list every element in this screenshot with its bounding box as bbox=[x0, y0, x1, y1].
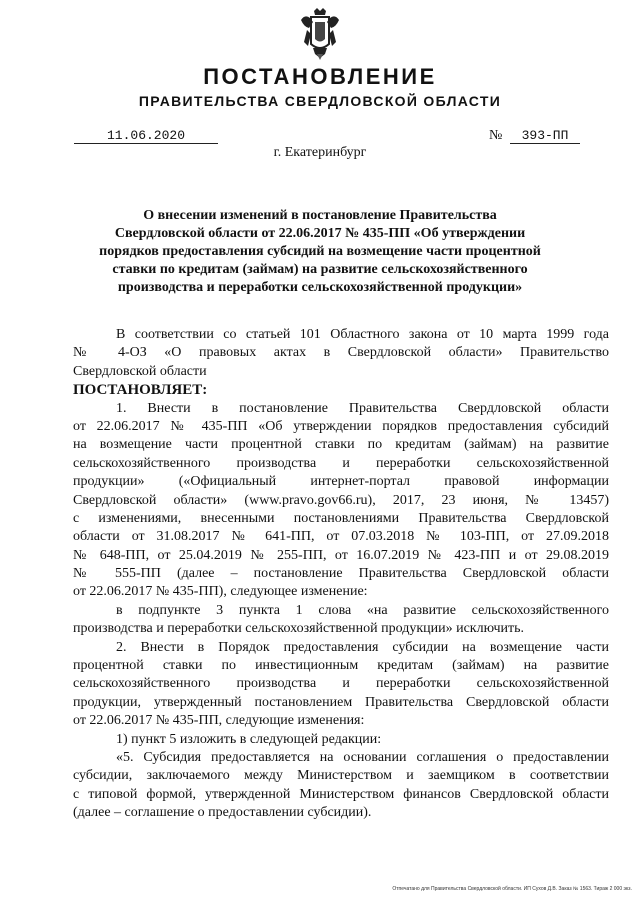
heading-line: Свердловской области от 22.06.2017 № 435-ПП «Об утверждении bbox=[114, 226, 526, 241]
body-line: (далее – соглашение о предоставлении субсидии). bbox=[73, 805, 372, 821]
document-body bbox=[73, 326, 609, 823]
body-line: процентной ставки по инвестиционным кредитам (займам) на развитие bbox=[73, 658, 609, 674]
body-line: 1) пункт 5 изложить в следующей редакции: bbox=[116, 731, 382, 747]
body-line: сельскохозяйственного производства и переработки сельскохозяйственной bbox=[73, 676, 609, 692]
body-line: от 22.06.2017 № 435-ПП «Об утверждении порядков предоставления субсидий bbox=[73, 418, 609, 434]
heading-line: порядков предоставления субсидий на возмещение части процентной bbox=[99, 244, 541, 259]
body-line: Свердловской области bbox=[73, 363, 207, 379]
body-line: продукции, утвержденный постановлением Правительства Свердловской области bbox=[73, 694, 609, 710]
body-line: В соответствии со статьей 101 Областного закона от 10 марта 1999 года bbox=[116, 327, 609, 342]
document-number: 393-ПП bbox=[510, 128, 580, 144]
body-line: от 22.06.2017 № 435-ПП, следующие изменения: bbox=[73, 713, 365, 729]
body-line: № 555-ПП (далее – постановление Правительства Свердловской области bbox=[73, 566, 609, 582]
body-line: производства и переработки сельскохозяйственной продукции» исключить. bbox=[73, 621, 525, 637]
resolution-heading bbox=[98, 207, 542, 297]
heading-line: О внесении изменений в постановление Правительства bbox=[143, 208, 497, 223]
resolves-heading: ПОСТАНОВЛЯЕТ: bbox=[73, 382, 208, 399]
coat-of-arms-icon bbox=[299, 8, 341, 60]
heading-line: производства и переработки сельскохозяйственной продукции» bbox=[117, 280, 523, 295]
body-line: Свердловской области» (www.pravo.gov66.ru), 2017, 23 июня, № 13457) bbox=[73, 492, 609, 508]
body-line: от 22.06.2017 № 435-ПП), следующее изменение: bbox=[73, 584, 368, 600]
document-date: 11.06.2020 bbox=[74, 128, 218, 144]
body-line: с изменениями, внесенными постановлениями Правительства Свердловской bbox=[73, 510, 609, 526]
body-line: 2. Внести в Порядок предоставления субсидии на возмещение части bbox=[116, 639, 609, 655]
body-line: в подпункте 3 пункта 1 слова «на развитие сельскохозяйственного bbox=[116, 602, 609, 618]
print-footer: Отпечатано для Правительства Свердловской области. ИП Сухов Д.В. Заказ № 1563. Тираж 2 000 экз. bbox=[392, 886, 632, 892]
body-line: на возмещение части процентной ставки по кредитам (займам) на развитие bbox=[73, 437, 609, 453]
body-line: субсидии, заключаемого между Министерством и заемщиком в соответствии bbox=[73, 768, 609, 784]
body-line: 1. Внести в постановление Правительства Свердловской области bbox=[116, 400, 609, 416]
body-line: № 648-ПП, от 25.04.2019 № 255-ПП, от 16.07.2019 № 423-ПП и от 29.08.2019 bbox=[73, 547, 609, 563]
body-line: с типовой формой, утвержденной Министерством финансов Свердловской области bbox=[73, 786, 609, 802]
document-subtitle: ПРАВИТЕЛЬСТВА СВЕРДЛОВСКОЙ ОБЛАСТИ bbox=[138, 93, 502, 109]
body-line: продукции» («Официальный интернет-портал правовой информации bbox=[73, 474, 609, 490]
body-line: сельскохозяйственного производства и переработки сельскохозяйственной bbox=[73, 455, 609, 471]
body-line: области от 31.08.2017 № 641-ПП, от 07.03.2018 № 103-ПП, от 27.09.2018 bbox=[73, 529, 609, 545]
body-line: № 4-ОЗ «О правовых актах в Свердловской области» Правительство bbox=[73, 345, 609, 361]
body-line: «5. Субсидия предоставляется на основании соглашения о предоставлении bbox=[116, 749, 609, 765]
heading-line: ставки по кредитам (займам) на развитие сельскохозяйственного bbox=[112, 262, 528, 277]
document-number-label: № bbox=[489, 128, 503, 143]
city: г. Екатеринбург bbox=[273, 145, 367, 160]
document-title: ПОСТАНОВЛЕНИЕ bbox=[203, 64, 437, 89]
